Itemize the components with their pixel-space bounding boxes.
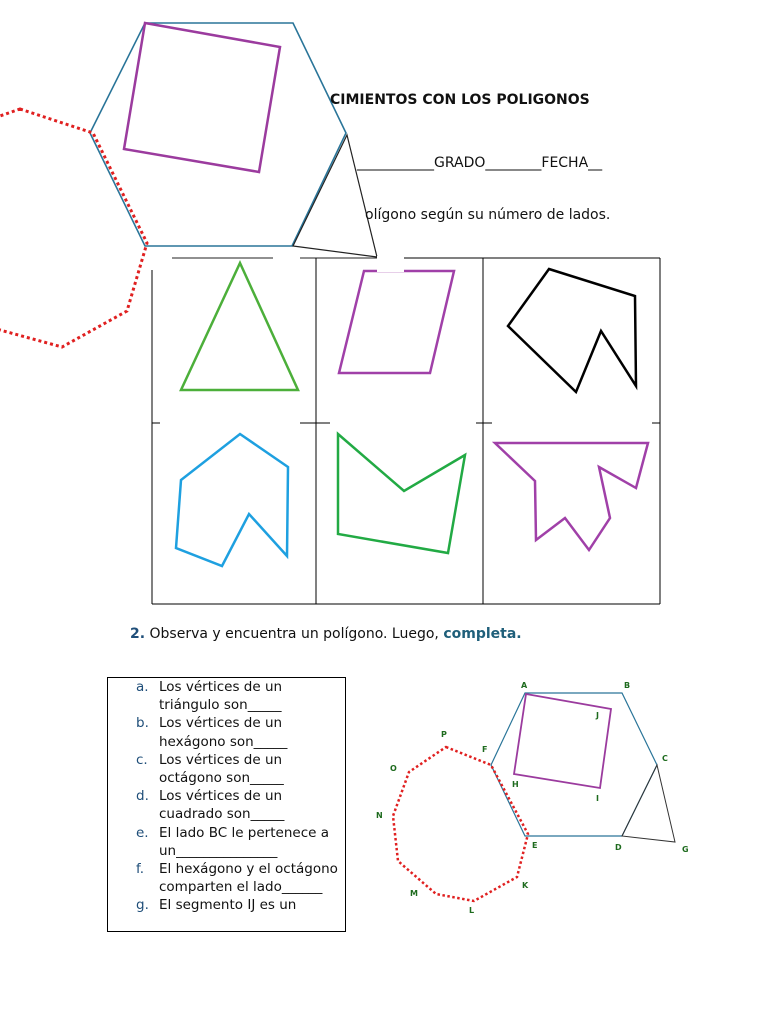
instruction-2-text: Observa y encuentra un polígono. Luego, — [149, 626, 439, 642]
question-item: g. El segmento IJ es un — [136, 897, 297, 914]
vertex-label-a: A — [521, 681, 528, 690]
question-item: c. Los vértices de un octágono son_____ — [136, 751, 284, 787]
vertex-label-g: G — [682, 845, 689, 854]
vertex-label-m: M — [410, 889, 418, 898]
diagram-triangle — [622, 765, 675, 842]
vertex-label-n: N — [376, 811, 383, 820]
vertex-label-e: E — [532, 841, 538, 850]
diagram-octagon — [393, 747, 528, 901]
vertex-label-i: I — [596, 794, 599, 803]
instruction-1: olígono según su número de lados. — [365, 207, 611, 223]
vertex-label-p: P — [441, 730, 447, 739]
name-grade-date-line: ___________GRADO________FECHA__ — [357, 155, 603, 171]
instruction-2-keyword: completa. — [443, 626, 522, 642]
question-item: b. Los vértices de un hexágono son_____ — [136, 715, 288, 750]
question-item: e. El lado BC le pertenece a un_______________ — [136, 824, 329, 859]
vertex-label-o: O — [390, 764, 397, 773]
vertex-label-h: H — [512, 780, 519, 789]
worksheet-title: CIMIENTOS CON LOS POLIGONOS — [330, 92, 590, 108]
question-item: d. Los vértices de un cuadrado son_____ — [136, 788, 285, 823]
vertex-label-l: L — [469, 906, 475, 915]
vertex-label-k: K — [522, 881, 529, 890]
vertex-label-b: B — [624, 681, 631, 690]
instruction-2-number: 2. — [130, 626, 146, 642]
vertex-label-d: D — [615, 843, 622, 852]
vertex-label-j: J — [596, 711, 599, 720]
diagram-square — [514, 694, 611, 788]
question-item: a. Los vértices de un triángulo son_____ — [136, 679, 283, 714]
vertex-label-f: F — [482, 745, 488, 754]
vertex-label-c: C — [662, 754, 668, 763]
question-item: f. El hexágono y el octágono comparten el lado______ — [136, 861, 338, 896]
